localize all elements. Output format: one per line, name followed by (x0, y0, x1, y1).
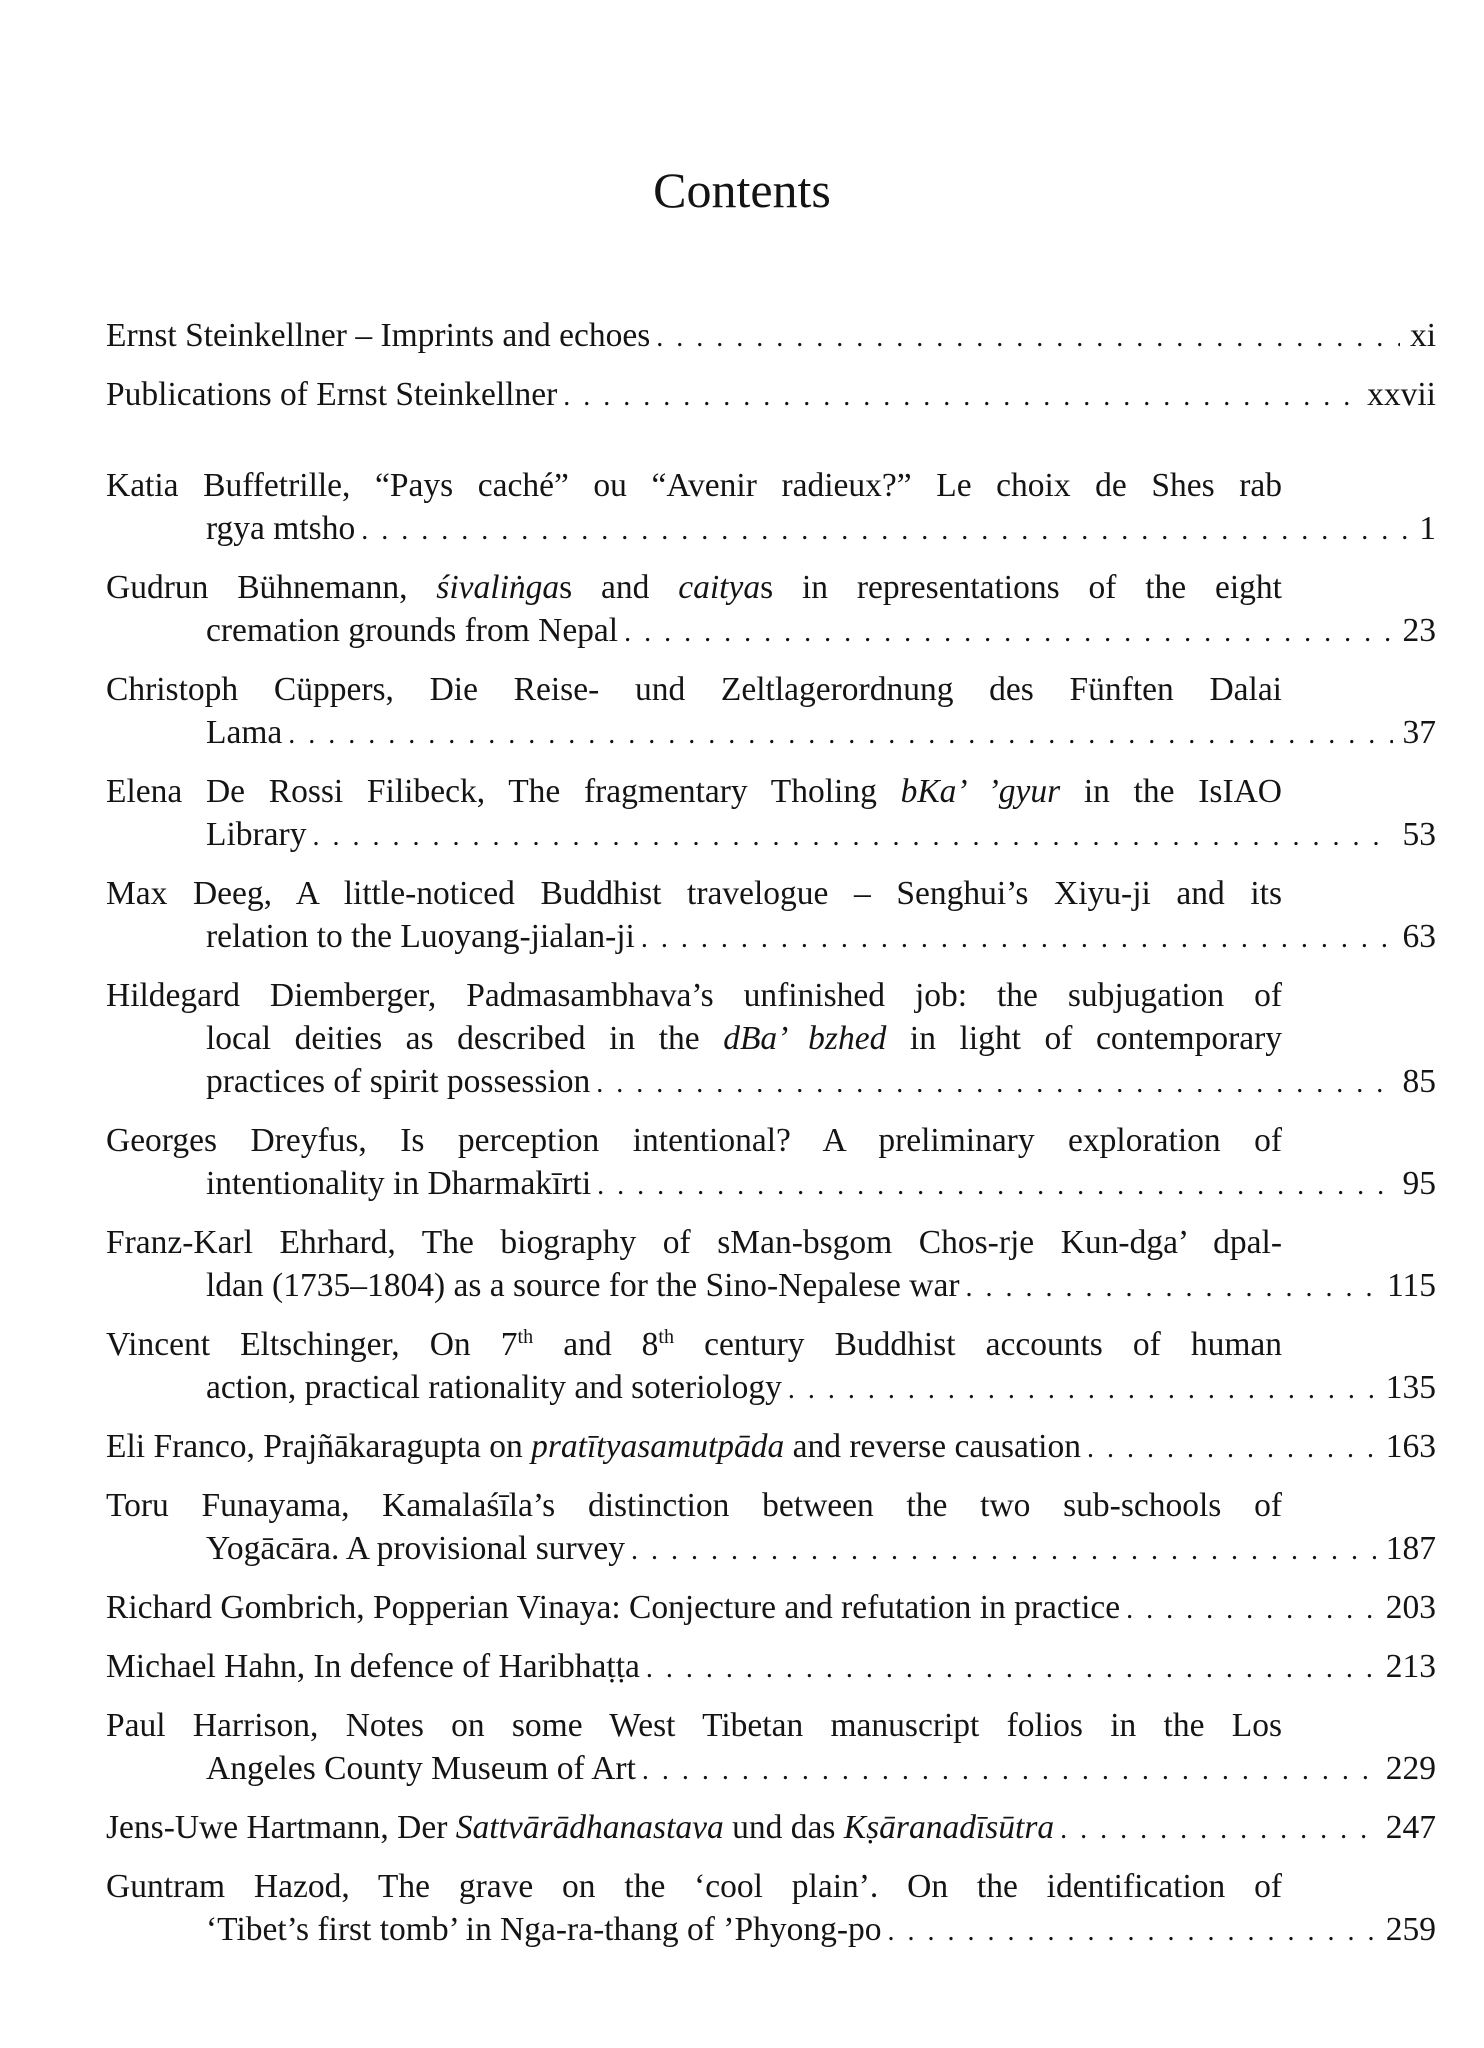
dot-leader (641, 917, 1393, 960)
dot-leader (596, 1062, 1392, 1105)
entry-title-cont: Yogācāra. A provisional survey (206, 1530, 626, 1567)
page-number: 53 (1402, 816, 1436, 853)
page-number: 95 (1402, 1165, 1436, 1202)
page-number: 247 (1385, 1809, 1436, 1846)
entry-title-cont: ‘Tibet’s first tomb’ in Nga-ra-thang of ’Phyong-po (206, 1911, 882, 1948)
page-number: xi (1409, 317, 1436, 354)
toc-entry-gombrich[interactable] (106, 1586, 1436, 1631)
dot-leader (597, 1164, 1392, 1207)
entry-title-line: Toru Funayama, Kamalaśīla’s distinction between the two sub-schools of (106, 1487, 1282, 1524)
page-number: 163 (1385, 1428, 1436, 1465)
entry-title: Eli Franco, Prajñākaragupta on pratītyasamutpāda and reverse causation (106, 1428, 1081, 1465)
toc-entry-hazod[interactable] (106, 1865, 1436, 1953)
entry-title-cont: intentionality in Dharmakīrti (206, 1165, 592, 1202)
entry-title-line: Guntram Hazod, The grave on the ‘cool plain’. On the identification of (106, 1868, 1282, 1905)
entry-title: Michael Hahn, In defence of Haribhaṭṭa (106, 1648, 640, 1685)
toc-entry-harrison[interactable] (106, 1704, 1436, 1792)
page-number: xxvii (1367, 376, 1436, 413)
dot-leader (966, 1266, 1377, 1309)
table-of-contents (106, 314, 1436, 1953)
dot-leader (656, 316, 1400, 359)
dot-leader (1087, 1427, 1376, 1470)
toc-entry-franco[interactable] (106, 1425, 1436, 1470)
dot-leader (361, 509, 1409, 552)
entry-title-line: Max Deeg, A little-noticed Buddhist travelogue – Senghui’s Xiyu-ji and its (106, 875, 1282, 912)
toc-entry-cueppers[interactable] (106, 668, 1436, 756)
toc-entry-eltschinger[interactable] (106, 1323, 1436, 1411)
entry-title-line: Franz-Karl Ehrhard, The biography of sMan-bsgom Chos-rje Kun-dga’ dpal- (106, 1224, 1282, 1261)
entry-title-mid: local deities as described in the dBa’ bzhed in light of contemporary (206, 1020, 1282, 1057)
entry-title-cont: rgya mtsho (206, 510, 356, 547)
entry-title-line: Hildegard Diemberger, Padmasambhava’s unfinished job: the subjugation of (106, 977, 1282, 1014)
toc-entry-deeg[interactable] (106, 872, 1436, 960)
page-number: 23 (1402, 612, 1436, 649)
dot-leader (624, 611, 1392, 654)
page-number: 259 (1385, 1911, 1436, 1948)
entry-title-line: Gudrun Bühnemann, śivaliṅgas and caityas in representations of the eight (106, 569, 1282, 606)
dot-leader (888, 1910, 1376, 1953)
dot-leader (646, 1647, 1376, 1690)
page-number: 203 (1385, 1589, 1436, 1626)
entry-title-cont: practices of spirit possession (206, 1063, 591, 1100)
toc-entry-funayama[interactable] (106, 1484, 1436, 1572)
dot-leader (631, 1529, 1376, 1572)
toc-entry-ehrhard[interactable] (106, 1221, 1436, 1309)
page-number: 63 (1402, 918, 1436, 955)
page-number: 229 (1385, 1750, 1436, 1787)
dot-leader (288, 713, 1392, 756)
entry-title: Ernst Steinkellner – Imprints and echoes (106, 317, 651, 354)
page-number: 37 (1402, 714, 1436, 751)
entry-title-line: Georges Dreyfus, Is perception intentional? A preliminary exploration of (106, 1122, 1282, 1159)
dot-leader (1060, 1808, 1376, 1851)
toc-entry-buehnemann[interactable] (106, 566, 1436, 654)
entry-title-line: Vincent Eltschinger, On 7th and 8th century Buddhist accounts of human (106, 1325, 1282, 1363)
page-number: 115 (1386, 1267, 1436, 1304)
toc-entry-front-1[interactable] (106, 314, 1436, 359)
dot-leader (642, 1749, 1376, 1792)
toc-entry-de-rossi-filibeck[interactable] (106, 770, 1436, 858)
entry-title: Richard Gombrich, Popperian Vinaya: Conjecture and refutation in practice (106, 1589, 1121, 1626)
entry-title-line: Christoph Cüppers, Die Reise- und Zeltlagerordnung des Fünften Dalai (106, 671, 1282, 708)
page-number: 85 (1402, 1063, 1436, 1100)
entry-title-cont: Lama (206, 714, 283, 751)
dot-leader (788, 1368, 1376, 1411)
entry-title-cont: action, practical rationality and soteriology (206, 1369, 782, 1406)
entry-title: Jens-Uwe Hartmann, Der Sattvārādhanastava und das Kṣāranadīsūtra (106, 1809, 1055, 1846)
toc-entry-hahn[interactable] (106, 1645, 1436, 1690)
page-number: 1 (1419, 510, 1436, 547)
entry-title-line: Paul Harrison, Notes on some West Tibetan manuscript folios in the Los (106, 1707, 1282, 1744)
entry-title-cont: Angeles County Museum of Art (206, 1750, 636, 1787)
toc-entry-hartmann[interactable] (106, 1806, 1436, 1851)
entry-title: Publications of Ernst Steinkellner (106, 376, 558, 413)
entry-title-cont: relation to the Luoyang-jialan-ji (206, 918, 635, 955)
entry-title-line: Katia Buffetrille, “Pays caché” ou “Avenir radieux?” Le choix de Shes rab (106, 467, 1282, 504)
entry-title-cont: ldan (1735–1804) as a source for the Sino-Nepalese war (206, 1267, 960, 1304)
toc-entry-diemberger[interactable] (106, 974, 1436, 1105)
page-number: 213 (1385, 1648, 1436, 1685)
toc-entry-dreyfus[interactable] (106, 1119, 1436, 1207)
entry-title-line: Elena De Rossi Filibeck, The fragmentary Tholing bKa’ ’gyur in the IsIAO (106, 773, 1282, 810)
page-title: Contents (653, 162, 831, 218)
toc-entry-front-2[interactable] (106, 373, 1436, 418)
dot-leader (563, 375, 1357, 418)
page-number: 187 (1385, 1530, 1436, 1567)
entry-title-cont: cremation grounds from Nepal (206, 612, 619, 649)
page-number: 135 (1385, 1369, 1436, 1406)
dot-leader (312, 815, 1392, 858)
dot-leader (1126, 1588, 1376, 1631)
toc-entry-buffetrille[interactable] (106, 464, 1436, 552)
entry-title-cont: Library (206, 816, 307, 853)
